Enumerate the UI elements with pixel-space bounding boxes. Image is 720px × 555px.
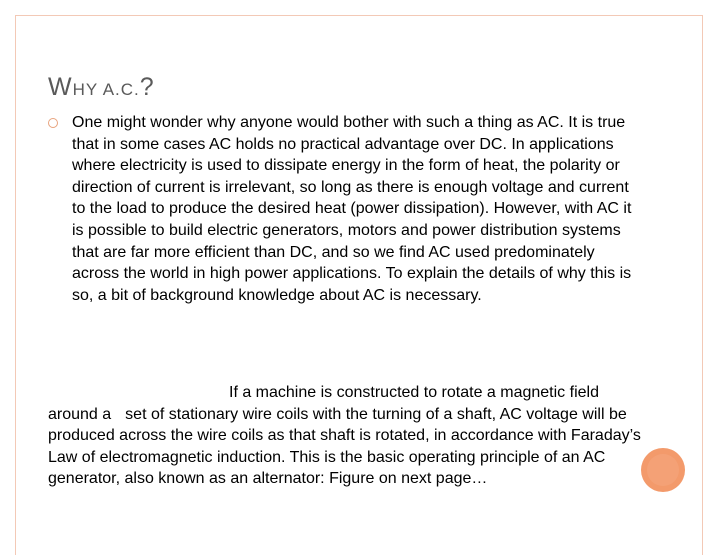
paragraph-part-2: set of stationary wire coils with the turning of a shaft, AC voltage will be produced across the wire coils as that shaft is rotated, in accordance with Faraday’s Law of electromagnetic induction. This is the basic operating principle of an AC generator, also known as an alternator: Figure on next page…	[48, 405, 641, 488]
paragraph-part-1: If a machine is constructed to rotate a magnetic field around a	[48, 384, 599, 423]
bullet-item	[48, 112, 638, 306]
bullet-text: One might wonder why anyone would bother with such a thing as AC. It is true that in some cases AC holds no practical advantage over DC. In applications where electricity is used to dissipate energy in the form of heat, the polarity or direction of current is irrelevant, so long as there is enough voltage and current to the load to produce the desired heat (power dissipation). However, with AC it is possible to build electric generators, motors and power distribution systems that are far more efficient than DC, and so we find AC used predominately across the world in high power applications. To explain the details of why this is so, a bit of background knowledge about AC is necessary.	[72, 114, 632, 304]
slide-title	[48, 66, 155, 103]
generator-paragraph	[48, 382, 648, 490]
orange-circle-icon	[641, 448, 685, 492]
ring-bullet-icon	[48, 118, 58, 128]
title-initial: W	[48, 73, 73, 101]
title-rest: HY A.C.	[72, 80, 140, 99]
title-question-mark: ?	[139, 73, 155, 101]
